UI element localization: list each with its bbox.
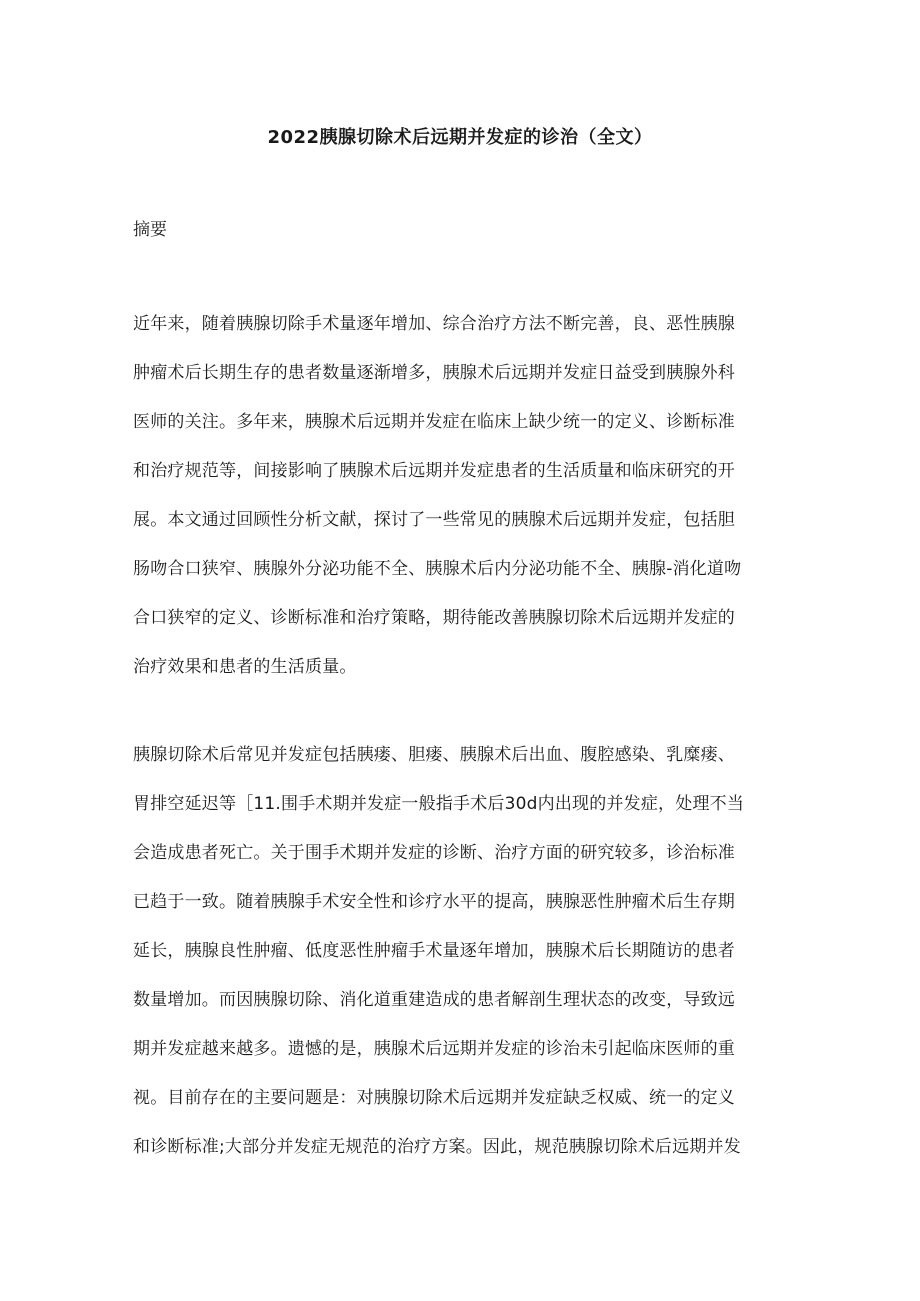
text-line: 数量增加。而因胰腺切除、消化道重建造成的患者解剖生理状态的改变，导致远 (133, 990, 735, 1010)
text-line: 和治疗规范等，间接影响了胰腺术后远期并发症患者的生活质量和临床研究的开 (133, 461, 735, 481)
text-line: 胃排空延迟等［11.围手术期并发症一般指手术后30d内出现的并发症，处理不当 (133, 794, 745, 814)
text-line: 视。目前存在的主要问题是：对胰腺切除术后远期并发症缺乏权威、统一的定义 (133, 1088, 735, 1108)
text-line: 治疗效果和患者的生活质量。 (133, 657, 357, 677)
text-line: 近年来，随着胰腺切除手术量逐年增加、综合治疗方法不断完善，良、恶性胰腺 (133, 314, 735, 334)
text-line: 延长，胰腺良性肿瘤、低度恶性肿瘤手术量逐年增加，胰腺术后长期随访的患者 (133, 941, 735, 961)
text-line: 会造成患者死亡。关于围手术期并发症的诊断、治疗方面的研究较多，诊治标准 (133, 843, 735, 863)
text-line: 肠吻合口狭窄、胰腺外分泌功能不全、胰腺术后内分泌功能不全、胰腺-消化道吻 (133, 559, 742, 579)
text-line: 和诊断标准;大部分并发症无规范的治疗方案。因此，规范胰腺切除术后远期并发 (133, 1137, 741, 1157)
text-line: 已趋于一致。随着胰腺手术安全性和诊疗水平的提高，胰腺恶性肿瘤术后生存期 (133, 892, 735, 912)
text-line: 胰腺切除术后常见并发症包括胰瘘、胆瘘、胰腺术后出血、腹腔感染、乳糜瘘、 (133, 745, 735, 765)
document-title: 2022胰腺切除术后远期并发症的诊治（全文） (267, 127, 653, 148)
abstract-paragraph (133, 310, 793, 702)
abstract-heading: 摘要 (133, 220, 167, 240)
text-line: 医师的关注。多年来，胰腺术后远期并发症在临床上缺少统一的定义、诊断标准 (133, 412, 735, 432)
text-line: 肿瘤术后长期生存的患者数量逐渐增多，胰腺术后远期并发症日益受到胰腺外科 (133, 363, 735, 383)
text-line: 合口狭窄的定义、诊断标准和治疗策略，期待能改善胰腺切除术后远期并发症的 (133, 608, 735, 628)
body-paragraph (133, 741, 793, 1182)
text-line: 展。本文通过回顾性分析文献，探讨了一些常见的胰腺术后远期并发症，包括胆 (133, 510, 735, 530)
text-line: 期并发症越来越多。遗憾的是，胰腺术后远期并发症的诊治未引起临床医师的重 (133, 1039, 735, 1059)
